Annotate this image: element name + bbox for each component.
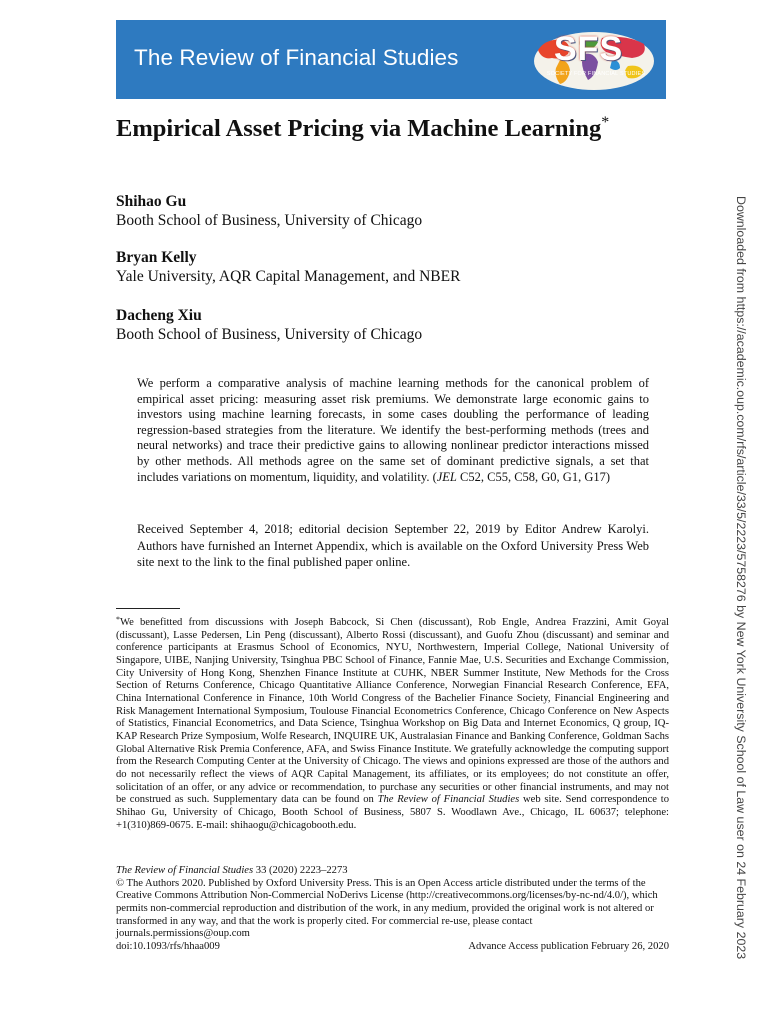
jel-codes: C52, C55, C58, G0, G1, G17)	[460, 469, 611, 484]
author-name: Bryan Kelly	[116, 249, 197, 266]
volume-pages: 33 (2020) 2223–2273	[255, 865, 348, 876]
jel-label: JEL	[436, 469, 457, 484]
sfs-logo-subtitle: SOCIETY FOR FINANCIAL STUDIES	[546, 71, 646, 77]
sfs-logo-text: SFS	[554, 30, 624, 68]
title-note-marker: *	[601, 114, 610, 131]
license-text: © The Authors 2020. Published by Oxford University Press. This is an Open Access article distributed under the terms of the Creative Commons Attribution Non-Commercial NoDerivs License (http://creativecommons.org/licenses/by-nc-nd/4.0/), which permits non-commercial reproduction and distribution of the work, in any medium, provided the original work is not altered or transformed in any way, and that the work is properly cited. For commercial re-use, please contact journals.permissions@oup.com	[116, 877, 658, 940]
abstract-text: We perform a comparative analysis of machine learning methods for the canonical problem of empirical asset pricing: measuring asset risk premiums. We demonstrate large economic gains to investors using machine learning forecasts, in some cases doubling the performance of leading regression-based strategies from the literature. We identify the best-performing methods (trees and neural networks) and trace their predictive gains to allowing nonlinear predictor interactions missed by other methods. All methods agree on the same set of dominant predictive signals, a set that includes variations on momentum, liquidity, and volatility.	[137, 376, 649, 484]
acknowledgement-footnote	[116, 617, 669, 832]
journal-title: The Review of Financial Studies	[134, 45, 459, 70]
author-affiliation: Booth School of Business, University of Chicago	[116, 212, 423, 229]
footnote-marker: *	[116, 615, 120, 624]
author-name: Dacheng Xiu	[116, 307, 202, 324]
journal-banner	[116, 20, 666, 99]
doi-line	[116, 941, 669, 954]
download-sidebar	[732, 196, 748, 986]
received-note: Received September 4, 2018; editorial decision September 22, 2019 by Editor Andrew Karolyi. Authors have furnished an Internet Appendix, which is available on the Oxford University Press Web site next to the link to the final published paper online.	[137, 522, 649, 569]
doi: doi:10.1093/rfs/hhaa009	[116, 940, 220, 952]
author-block	[116, 306, 676, 344]
footnote-text-end: web site. Send correspondence to Shihao Gu, University of Chicago, Booth School of Business, 5807 S. Woodlawn Ave., Chicago, IL 60637; telephone: +1(310)869-0675. E-mail: shihaogu@chicagobooth.edu.	[116, 794, 669, 831]
download-note: Downloaded from https://academic.oup.com/rfs/article/33/5/2223/5758276 by New York University School of Law user on 24 February 2023	[734, 196, 748, 960]
author-affiliation: Booth School of Business, University of Chicago	[116, 326, 423, 343]
article-title-text: Empirical Asset Pricing via Machine Learning	[116, 115, 602, 142]
author-block	[116, 192, 676, 230]
author-affiliation: Yale University, AQR Capital Management, and NBER	[116, 268, 461, 285]
footnote-text: We benefitted from discussions with Joseph Babcock, Si Chen (discussant), Rob Engle, Andrea Frazzini, Amit Goyal (discussant), Lasse Pedersen, Lin Peng (discussant), Alberto Rossi (discussant), and Guofu Zhou (discussant) and seminar and conference participants at Erasmus School of Economics, NYU, Northwestern, Imperial College, National University of Singapore, UIBE, Nanjing University, Tsinghua PBC School of Finance, Fannie Mae, U.S. Securities and Exchange Commission, City University of Hong Kong, Shenzhen Finance Institute at CUHK, NBER Summer Institute, New Methods for the Cross Section of Returns Conference, Chicago Quantitative Alliance Conference, Norwegian Financial Research Conference, EFA, China International Conference in Finance, 10th World Congress of the Bachelier Finance Society, Financial Engineering and Risk Management International Symposium, Toulouse Financial Econometrics Conference, Chicago Conference on New Aspects of Statistics, Financial Econometrics, and Data Science, Tsinghua Workshop on Big Data and Internet Economics, Q group, IQ-KAP Research Prize Symposium, Wolfe Research, INQUIRE UK, Australasian Finance and Banking Conference, Goldman Sachs Global Alternative Risk Premia Conference, AFA, and Swiss Finance Institute. We gratefully acknowledge the computing support from the Research Computing Center at the University of Chicago. The views and opinions expressed are those of the authors and do not necessarily reflect the views of AQR Capital Management, its affiliates, or its employees; do not constitute an offer, solicitation of an offer, or any advice or recommendation, to purchase any securities or other financial instruments, and may not be construed as such. Supplementary data can be found on	[116, 617, 669, 806]
citation-journal-name: The Review of Financial Studies	[116, 865, 254, 876]
article-title	[116, 112, 676, 145]
abstract: We perform a comparative analysis of machine learning methods for the canonical problem of empirical asset pricing: measuring asset risk premiums. We demonstrate large economic gains to investors using machine learning forecasts, in some cases doubling the performance of leading regression-based strategies from the literature. We identify the best-performing methods (trees and neural networks) and trace their predictive gains to allowing nonlinear predictor interactions missed by other methods. All methods agree on the same set of dominant predictive signals, a set that includes variations on momentum, liquidity, and volatility. (JEL C52, C55, C58, G0, G1, G17)	[137, 376, 649, 484]
author-name: Shihao Gu	[116, 193, 187, 210]
footnote-rule	[116, 608, 180, 609]
author-block	[116, 248, 676, 286]
sfs-logo	[532, 30, 656, 92]
journal-citation	[116, 865, 669, 878]
footnote-journal-name: The Review of Financial Studies	[377, 794, 520, 806]
publication-info	[116, 865, 669, 954]
advance-access-date: Advance Access publication February 26, 2020	[468, 940, 669, 952]
